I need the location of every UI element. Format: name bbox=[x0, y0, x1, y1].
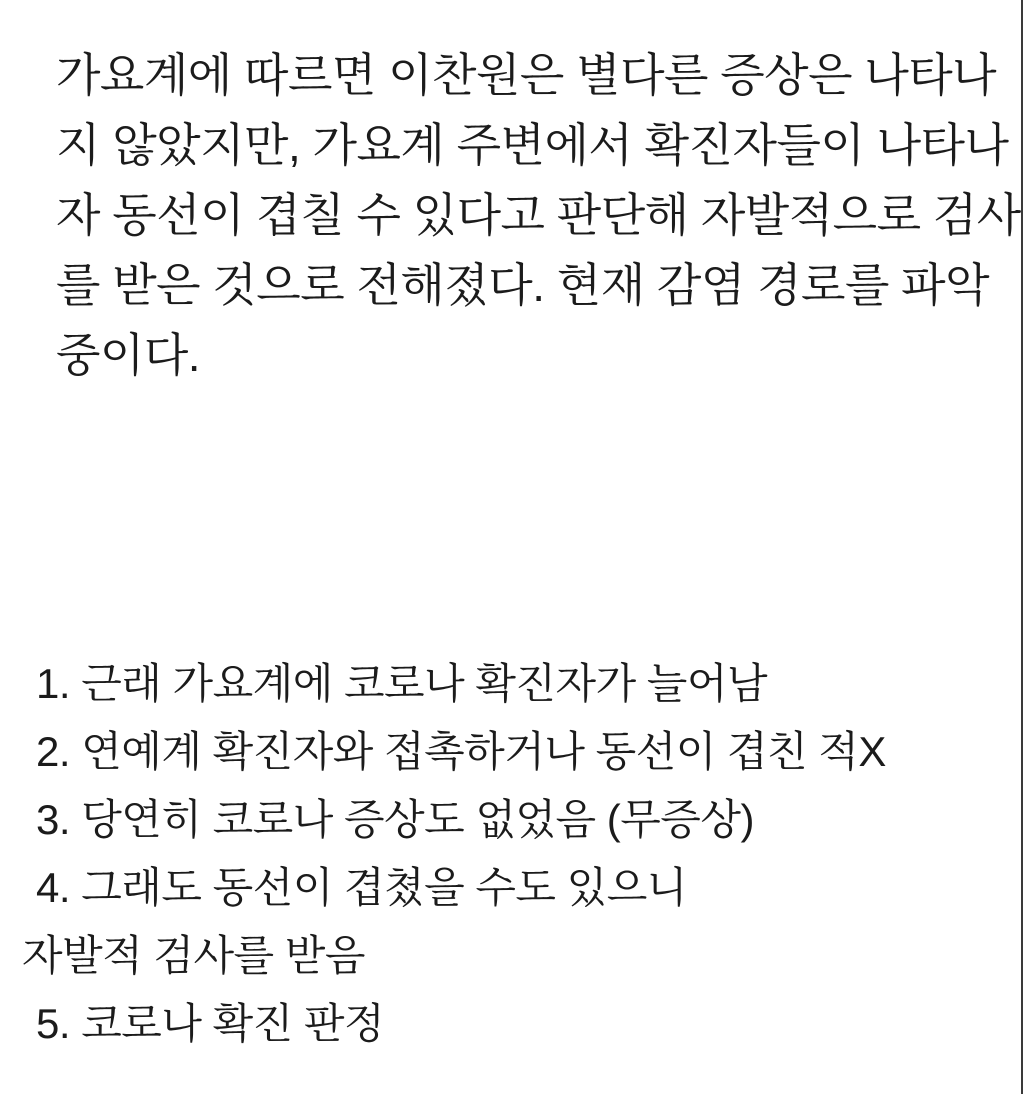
summary-item-1: 1. 근래 가요계에 코로나 확진자가 늘어남 bbox=[36, 660, 768, 707]
summary-item-2: 2. 연예계 확진자와 접촉하거나 동선이 겹친 적X bbox=[36, 728, 886, 775]
summary-item-5: 5. 코로나 확진 판정 bbox=[36, 1000, 385, 1047]
paragraph-line: 를 받은 것으로 전해졌다. 현재 감염 경로를 파악 bbox=[56, 259, 990, 311]
paragraph-line: 자 동선이 겹칠 수 있다고 판단해 자발적으로 검사 bbox=[56, 189, 1021, 241]
summary-item-4-continuation: 자발적 검사를 받음 bbox=[22, 932, 365, 979]
summary-item-4: 4. 그래도 동선이 겹쳤을 수도 있으니 bbox=[36, 864, 687, 911]
paragraph-line: 지 않았지만, 가요계 주변에서 확진자들이 나타나 bbox=[56, 119, 1009, 171]
summary-item-3: 3. 당연히 코로나 증상도 없었음 (무증상) bbox=[36, 796, 754, 843]
summary-list bbox=[0, 650, 1024, 1058]
article-paragraph bbox=[0, 0, 1024, 390]
paragraph-line: 중이다. bbox=[56, 329, 201, 381]
paragraph-line: 가요계에 따르면 이찬원은 별다른 증상은 나타나 bbox=[56, 49, 997, 101]
right-edge-border-line bbox=[1021, 0, 1023, 1094]
